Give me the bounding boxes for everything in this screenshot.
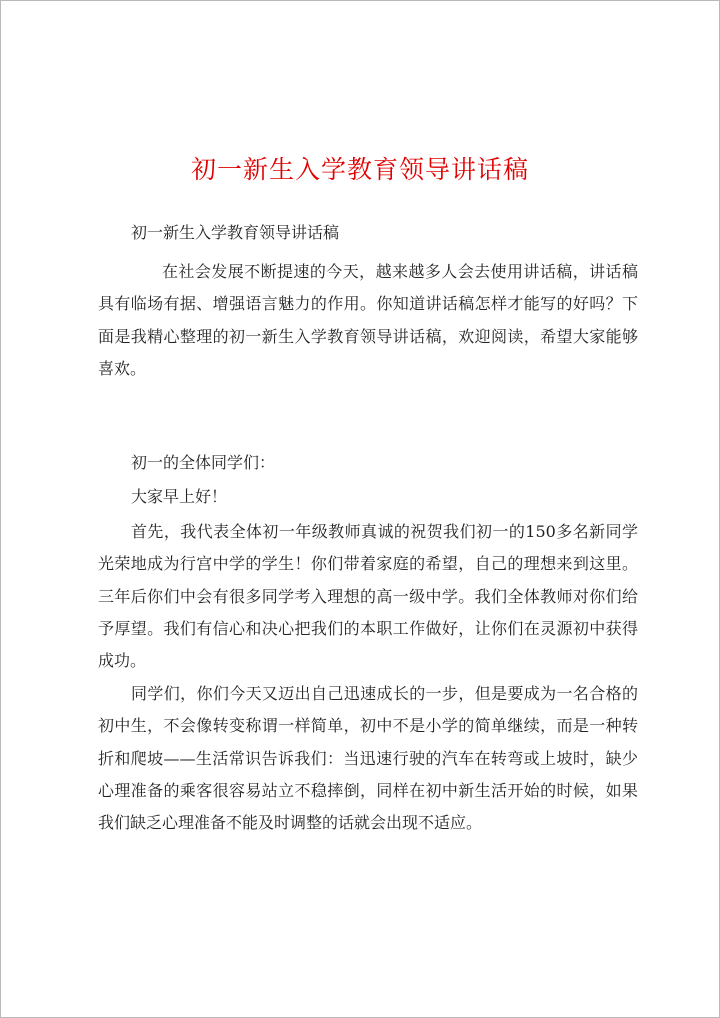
document-title: 初一新生入学教育领导讲话稿: [190, 155, 529, 184]
body-paragraph-1: 首先，我代表全体初一年级教师真诚的祝贺我们初一的150多名新同学光荣地成为行宫中学的学生！你们带着家庭的希望，自己的理想来到这里。三年后你们中会有很多同学考入理想的高一级中学。我们全体教师对你们给予厚望。我们有信心和决心把我们的本职工作做好，让你们在灵源初中获得成功。: [98, 522, 638, 671]
intro-paragraph: 在社会发展不断提速的今天，越来越多人会去使用讲话稿，讲话稿具有临场有据、增强语言魅力的作用。你知道讲话稿怎样才能写的好吗？下面是我精心整理的初一新生入学教育领导讲话稿，欢迎阅读，希望大家能够喜欢。: [98, 262, 638, 378]
document-subtitle: 初一新生入学教育领导讲话稿: [131, 223, 340, 242]
greeting-line: 大家早上好！: [131, 487, 228, 506]
salutation: 初一的全体同学们：: [131, 453, 276, 472]
body-paragraph-2: 同学们，你们今天又迈出自己迅速成长的一步，但是要成为一名合格的初中生，不会像转变称谓一样简单，初中不是小学的简单继续，而是一种转折和爬坡——生活常识告诉我们：当迅速行驶的汽车在转弯或上坡时，缺少心理准备的乘客很容易站立不稳摔倒，同样在初中新生活开始的时候，如果我们缺乏心理准备不能及时调整的话就会出现不适应。: [98, 684, 638, 833]
